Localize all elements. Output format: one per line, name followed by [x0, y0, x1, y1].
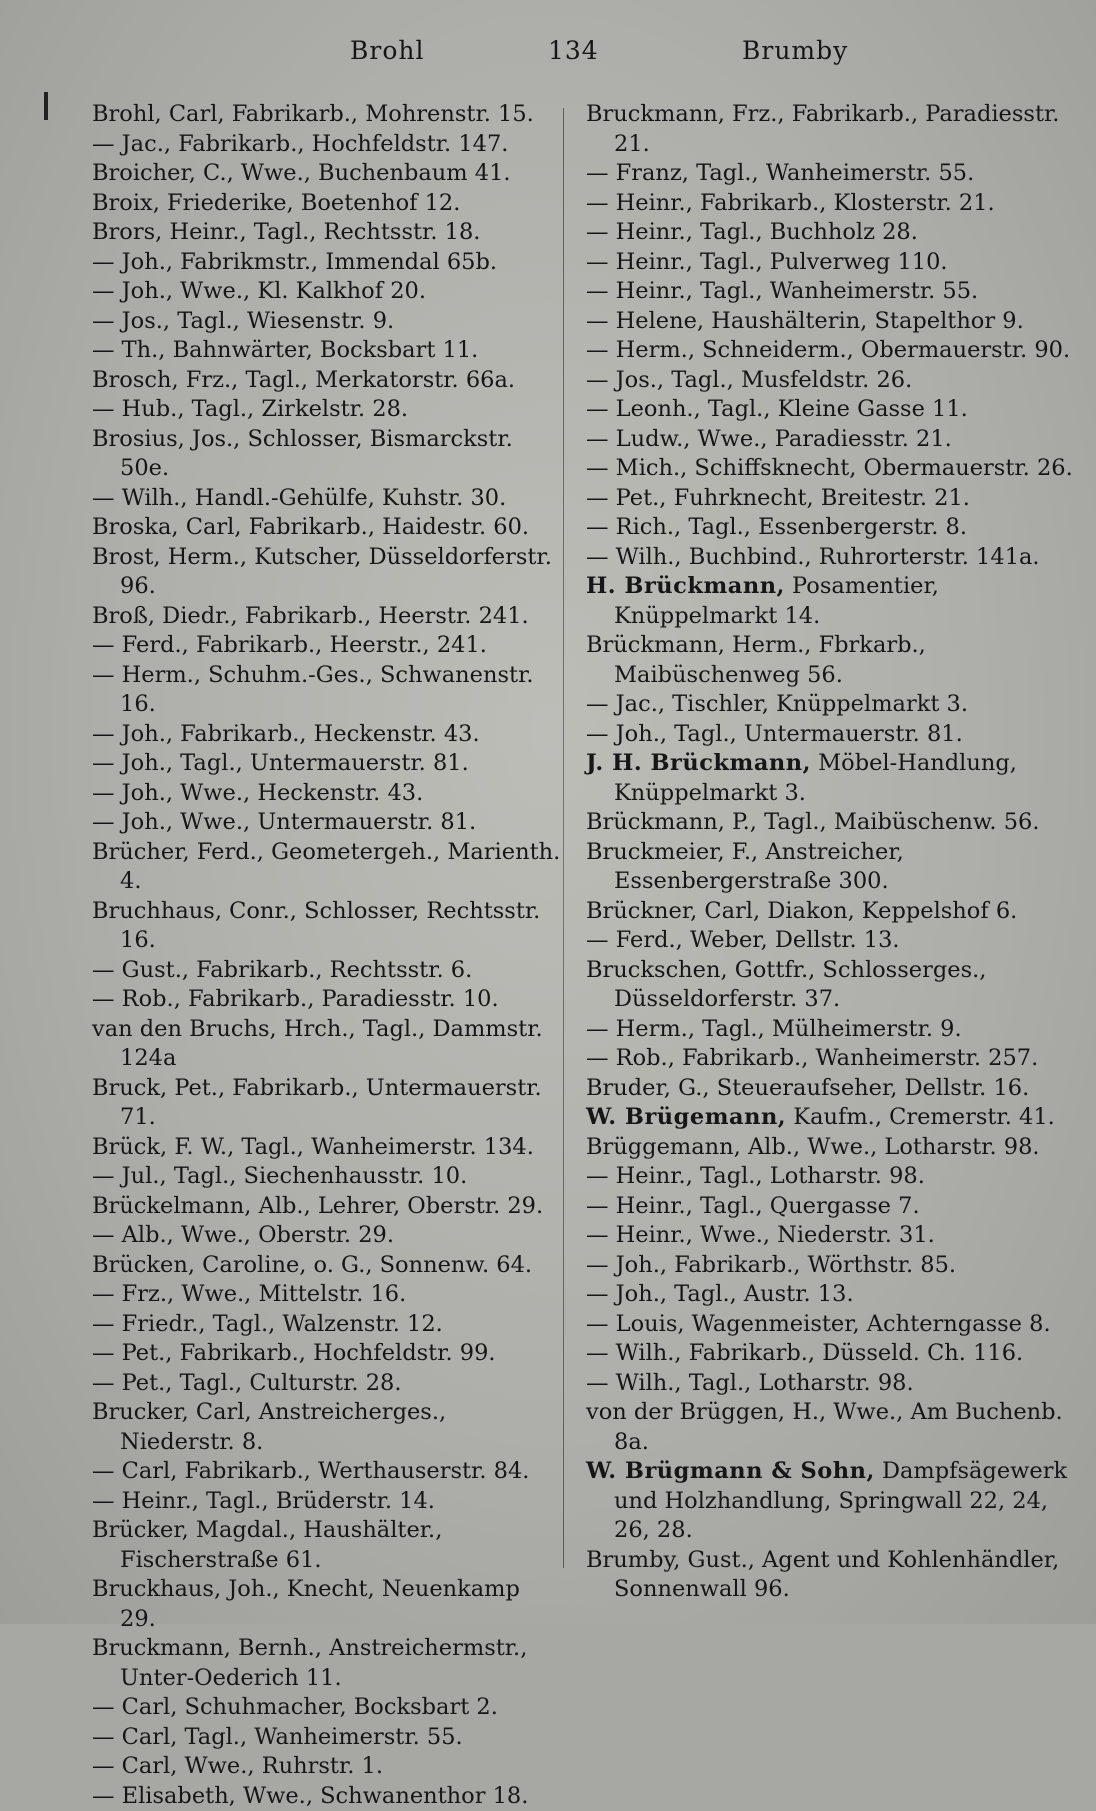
- directory-entry: [586, 1369, 1086, 1399]
- directory-entry: [92, 159, 562, 189]
- directory-entry: [92, 1280, 562, 1310]
- directory-entry: [586, 926, 1086, 956]
- entry-text: — Heinr., Tagl., Pulverweg 110.: [586, 249, 948, 275]
- directory-entry: [586, 159, 1086, 189]
- directory-entry: [586, 1133, 1086, 1163]
- directory-entry: [92, 484, 562, 514]
- directory-entry: [586, 572, 1086, 631]
- directory-entry: [586, 1192, 1086, 1222]
- directory-entry: [586, 513, 1086, 543]
- entry-text: Brückmann, Herm., Fbrkarb., Maibüschenweg 56.: [586, 632, 926, 688]
- directory-entry: [92, 808, 562, 838]
- entry-text: Brüggemann, Alb., Wwe., Lotharstr. 98.: [586, 1134, 1040, 1160]
- entry-text: — Joh., Wwe., Kl. Kalkhof 20.: [92, 278, 426, 304]
- entry-text: — Joh., Fabrikmstr., Immendal 65b.: [92, 249, 497, 275]
- entry-text: — Ludw., Wwe., Paradiesstr. 21.: [586, 426, 952, 452]
- directory-entry: [92, 395, 562, 425]
- directory-entry: [92, 1133, 562, 1163]
- entry-text: — Carl, Fabrikarb., Werthauserstr. 84.: [92, 1458, 529, 1484]
- directory-entry: [92, 838, 562, 897]
- directory-entry: [92, 513, 562, 543]
- directory-entry: [586, 1074, 1086, 1104]
- entry-text: — Mich., Schiffsknecht, Obermauerstr. 26.: [586, 455, 1073, 481]
- entry-text: — Joh., Tagl., Untermauerstr. 81.: [92, 750, 469, 776]
- entry-text: Bruckmeier, F., Anstreicher, Essenbergerstraße 300.: [586, 839, 904, 895]
- entry-text: Brosius, Jos., Schlosser, Bismarckstr. 50e.: [92, 426, 513, 482]
- directory-entry: [92, 1251, 562, 1281]
- directory-entry: [586, 1162, 1086, 1192]
- entry-text: — Jul., Tagl., Siechenhausstr. 10.: [92, 1163, 467, 1189]
- directory-entry: [586, 1310, 1086, 1340]
- directory-entry: [586, 720, 1086, 750]
- directory-entry: [586, 1546, 1086, 1605]
- directory-entry: [92, 985, 562, 1015]
- entry-text: — Helene, Haushälterin, Stapelthor 9.: [586, 308, 1024, 334]
- entry-text: — Rob., Fabrikarb., Paradiesstr. 10.: [92, 986, 499, 1012]
- entry-text: Bruckmann, Frz., Fabrikarb., Paradiesstr. 21.: [586, 101, 1059, 157]
- directory-entry: [92, 1487, 562, 1517]
- directory-entry: [92, 720, 562, 750]
- directory-entry: [92, 956, 562, 986]
- entry-text: — Rich., Tagl., Essenbergerstr. 8.: [586, 514, 967, 540]
- directory-entry: [92, 897, 562, 956]
- entry-text: — Jac., Tischler, Knüppelmarkt 3.: [586, 691, 968, 717]
- directory-entry: [92, 1723, 562, 1753]
- directory-entry: [586, 189, 1086, 219]
- directory-entry: [586, 454, 1086, 484]
- directory-entry: [92, 425, 562, 484]
- entry-bold-name: H. Brückmann,: [586, 573, 785, 599]
- entry-text: Brückner, Carl, Diakon, Keppelshof 6.: [586, 898, 1017, 924]
- directory-entry: [92, 661, 562, 720]
- entry-text: Dampfsägewerk und Holzhandlung, Springwall 22, 24, 26, 28.: [614, 1458, 1067, 1543]
- directory-entry: [92, 130, 562, 160]
- page-number: 134: [548, 36, 599, 65]
- entry-text: Broicher, C., Wwe., Buchenbaum 41.: [92, 160, 511, 186]
- directory-entry: [586, 897, 1086, 927]
- directory-entry: [586, 425, 1086, 455]
- entry-text: — Joh., Wwe., Untermauerstr. 81.: [92, 809, 476, 835]
- entry-text: Bruckmann, Bernh., Anstreichermstr., Unter-Oederich 11.: [92, 1635, 527, 1691]
- entry-text: Brücher, Ferd., Geometergeh., Marienth. 4.: [92, 839, 560, 895]
- entry-text: — Louis, Wagenmeister, Achterngasse 8.: [586, 1311, 1051, 1337]
- entry-text: — Frz., Wwe., Mittelstr. 16.: [92, 1281, 406, 1307]
- entry-text: Bruckschen, Gottfr., Schlosserges., Düsseldorferstr. 37.: [586, 957, 986, 1013]
- entry-text: Brück, F. W., Tagl., Wanheimerstr. 134.: [92, 1134, 534, 1160]
- directory-entry: [92, 307, 562, 337]
- directory-entry: [586, 1221, 1086, 1251]
- entry-text: Brucker, Carl, Anstreicherges., Niederstr. 8.: [92, 1399, 446, 1455]
- directory-entry: [586, 100, 1086, 159]
- entry-bold-name: W. Brügmann & Sohn,: [586, 1458, 875, 1484]
- entry-text: — Herm., Schneiderm., Obermauerstr. 90.: [586, 337, 1070, 363]
- directory-entry: [586, 1103, 1086, 1133]
- entry-text: — Wilh., Fabrikarb., Düsseld. Ch. 116.: [586, 1340, 1023, 1366]
- directory-entry: [92, 1752, 562, 1782]
- entry-bold-name: J. H. Brückmann,: [586, 750, 811, 776]
- directory-entry: [92, 1074, 562, 1133]
- left-column: [92, 100, 562, 1811]
- directory-entry: [92, 749, 562, 779]
- entry-text: Brückmann, P., Tagl., Maibüschenw. 56.: [586, 809, 1039, 835]
- directory-entry: [586, 543, 1086, 573]
- entry-text: — Gust., Fabrikarb., Rechtsstr. 6.: [92, 957, 472, 983]
- entry-text: — Ferd., Weber, Dellstr. 13.: [586, 927, 900, 953]
- directory-entry: [586, 838, 1086, 897]
- directory-entry: [586, 1457, 1086, 1546]
- entry-text: — Joh., Wwe., Heckenstr. 43.: [92, 780, 423, 806]
- entry-text: Möbel-Handlung, Knüppelmarkt 3.: [614, 750, 1017, 806]
- entry-text: — Joh., Tagl., Untermauerstr. 81.: [586, 721, 963, 747]
- entry-text: Posamentier, Knüppelmarkt 14.: [614, 573, 939, 629]
- entry-text: Broß, Diedr., Fabrikarb., Heerstr. 241.: [92, 603, 529, 629]
- entry-text: — Hub., Tagl., Zirkelstr. 28.: [92, 396, 408, 422]
- entry-text: Bruder, G., Steueraufseher, Dellstr. 16.: [586, 1075, 1029, 1101]
- entry-text: — Friedr., Tagl., Walzenstr. 12.: [92, 1311, 443, 1337]
- entry-text: Bruckhaus, Joh., Knecht, Neuenkamp 29.: [92, 1576, 520, 1632]
- entry-text: Brohl, Carl, Fabrikarb., Mohrenstr. 15.: [92, 101, 534, 127]
- directory-entry: [92, 100, 562, 130]
- header-first-entry: Brohl: [350, 36, 424, 65]
- entry-text: van den Bruchs, Hrch., Tagl., Dammstr. 124a: [92, 1016, 543, 1072]
- directory-entry: [92, 543, 562, 602]
- directory-entry: [92, 1634, 562, 1693]
- directory-entry: [92, 1162, 562, 1192]
- directory-entry: [92, 1339, 562, 1369]
- directory-entry: [586, 277, 1086, 307]
- directory-entry: [92, 1457, 562, 1487]
- entry-bold-name: W. Brügemann,: [586, 1104, 786, 1130]
- entry-text: — Th., Bahnwärter, Bocksbart 11.: [92, 337, 478, 363]
- directory-entry: [586, 218, 1086, 248]
- entry-text: Bruck, Pet., Fabrikarb., Untermauerstr. 71.: [92, 1075, 542, 1131]
- entry-text: Kaufm., Cremerstr. 41.: [786, 1104, 1055, 1130]
- directory-entry: [586, 1339, 1086, 1369]
- entry-text: — Heinr., Tagl., Lotharstr. 98.: [586, 1163, 925, 1189]
- entry-text: — Heinr., Wwe., Niederstr. 31.: [586, 1222, 935, 1248]
- entry-text: — Alb., Wwe., Oberstr. 29.: [92, 1222, 394, 1248]
- directory-entry: [586, 631, 1086, 690]
- directory-entry: [586, 808, 1086, 838]
- directory-entry: [586, 336, 1086, 366]
- header-last-entry: Brumby: [742, 36, 848, 65]
- directory-entry: [586, 956, 1086, 1015]
- directory-entry: [586, 366, 1086, 396]
- directory-entry: [92, 631, 562, 661]
- entry-text: Brückelmann, Alb., Lehrer, Oberstr. 29.: [92, 1193, 543, 1219]
- directory-entry: [586, 484, 1086, 514]
- entry-text: — Carl, Schuhmacher, Bocksbart 2.: [92, 1694, 498, 1720]
- entry-text: — Elisabeth, Wwe., Schwanenthor 18.: [92, 1783, 528, 1809]
- entry-text: — Wilh., Buchbind., Ruhrorterstr. 141a.: [586, 544, 1040, 570]
- entry-text: Broska, Carl, Fabrikarb., Haidestr. 60.: [92, 514, 529, 540]
- directory-entry: [92, 1782, 562, 1811]
- entry-text: Bruchhaus, Conr., Schlosser, Rechtsstr. 16.: [92, 898, 540, 954]
- directory-entry: [586, 690, 1086, 720]
- entry-text: von der Brüggen, H., Wwe., Am Buchenb. 8a.: [586, 1399, 1063, 1455]
- directory-entry: [92, 277, 562, 307]
- entry-text: — Carl, Wwe., Ruhrstr. 1.: [92, 1753, 383, 1779]
- entry-text: — Heinr., Tagl., Wanheimerstr. 55.: [586, 278, 978, 304]
- entry-text: — Herm., Tagl., Mülheimerstr. 9.: [586, 1016, 962, 1042]
- directory-entry: [586, 1280, 1086, 1310]
- entry-text: Brosch, Frz., Tagl., Merkatorstr. 66a.: [92, 367, 515, 393]
- entry-text: — Pet., Fabrikarb., Hochfeldstr. 99.: [92, 1340, 496, 1366]
- entry-text: Brücken, Caroline, o. G., Sonnenw. 64.: [92, 1252, 532, 1278]
- directory-entry: [92, 1221, 562, 1251]
- directory-entry: [92, 1516, 562, 1575]
- directory-entry: [92, 1398, 562, 1457]
- directory-entry: [586, 307, 1086, 337]
- directory-entry: [92, 1575, 562, 1634]
- entry-text: — Jos., Tagl., Musfeldstr. 26.: [586, 367, 912, 393]
- entry-text: — Heinr., Tagl., Brüderstr. 14.: [92, 1488, 435, 1514]
- entry-text: — Franz, Tagl., Wanheimerstr. 55.: [586, 160, 974, 186]
- entry-text: Brost, Herm., Kutscher, Düsseldorferstr. 96.: [92, 544, 552, 600]
- directory-entry: [92, 189, 562, 219]
- directory-entry: [92, 1693, 562, 1723]
- directory-entry: [92, 779, 562, 809]
- entry-text: — Pet., Tagl., Culturstr. 28.: [92, 1370, 401, 1396]
- directory-entry: [92, 336, 562, 366]
- entry-text: Brumby, Gust., Agent und Kohlenhändler, Sonnenwall 96.: [586, 1547, 1059, 1603]
- directory-entry: [92, 1015, 562, 1074]
- entry-text: — Heinr., Fabrikarb., Klosterstr. 21.: [586, 190, 995, 216]
- right-column: [586, 100, 1086, 1605]
- directory-entry: [586, 1015, 1086, 1045]
- directory-entry: [92, 602, 562, 632]
- entry-text: Brors, Heinr., Tagl., Rechtsstr. 18.: [92, 219, 480, 245]
- entry-text: Broix, Friederike, Boetenhof 12.: [92, 190, 460, 216]
- column-divider: [563, 108, 564, 1568]
- entry-text: — Heinr., Tagl., Buchholz 28.: [586, 219, 918, 245]
- entry-text: — Joh., Fabrikarb., Wörthstr. 85.: [586, 1252, 956, 1278]
- entry-text: — Ferd., Fabrikarb., Heerstr., 241.: [92, 632, 487, 658]
- entry-text: — Rob., Fabrikarb., Wanheimerstr. 257.: [586, 1045, 1038, 1071]
- margin-mark: [44, 92, 48, 120]
- entry-text: — Joh., Fabrikarb., Heckenstr. 43.: [92, 721, 480, 747]
- entry-text: — Herm., Schuhm.-Ges., Schwanenstr. 16.: [92, 662, 534, 718]
- directory-entry: [586, 749, 1086, 808]
- directory-entry: [586, 1044, 1086, 1074]
- entry-text: — Heinr., Tagl., Quergasse 7.: [586, 1193, 920, 1219]
- directory-entry: [92, 248, 562, 278]
- entry-text: — Wilh., Handl.-Gehülfe, Kuhstr. 30.: [92, 485, 506, 511]
- directory-entry: [92, 1310, 562, 1340]
- entry-text: — Carl, Tagl., Wanheimerstr. 55.: [92, 1724, 463, 1750]
- directory-entry: [92, 366, 562, 396]
- directory-entry: [92, 1369, 562, 1399]
- entry-text: — Leonh., Tagl., Kleine Gasse 11.: [586, 396, 968, 422]
- directory-entry: [92, 218, 562, 248]
- page-header: [0, 36, 1096, 76]
- entry-text: — Wilh., Tagl., Lotharstr. 98.: [586, 1370, 914, 1396]
- directory-entry: [586, 1398, 1086, 1457]
- directory-entry: [92, 1192, 562, 1222]
- entry-text: — Pet., Fuhrknecht, Breitestr. 21.: [586, 485, 970, 511]
- directory-entry: [586, 248, 1086, 278]
- entry-text: — Jac., Fabrikarb., Hochfeldstr. 147.: [92, 131, 508, 157]
- entry-text: Brücker, Magdal., Haushälter., Fischerstraße 61.: [92, 1517, 442, 1573]
- directory-entry: [586, 395, 1086, 425]
- entry-text: — Jos., Tagl., Wiesenstr. 9.: [92, 308, 394, 334]
- entry-text: — Joh., Tagl., Austr. 13.: [586, 1281, 854, 1307]
- directory-entry: [586, 1251, 1086, 1281]
